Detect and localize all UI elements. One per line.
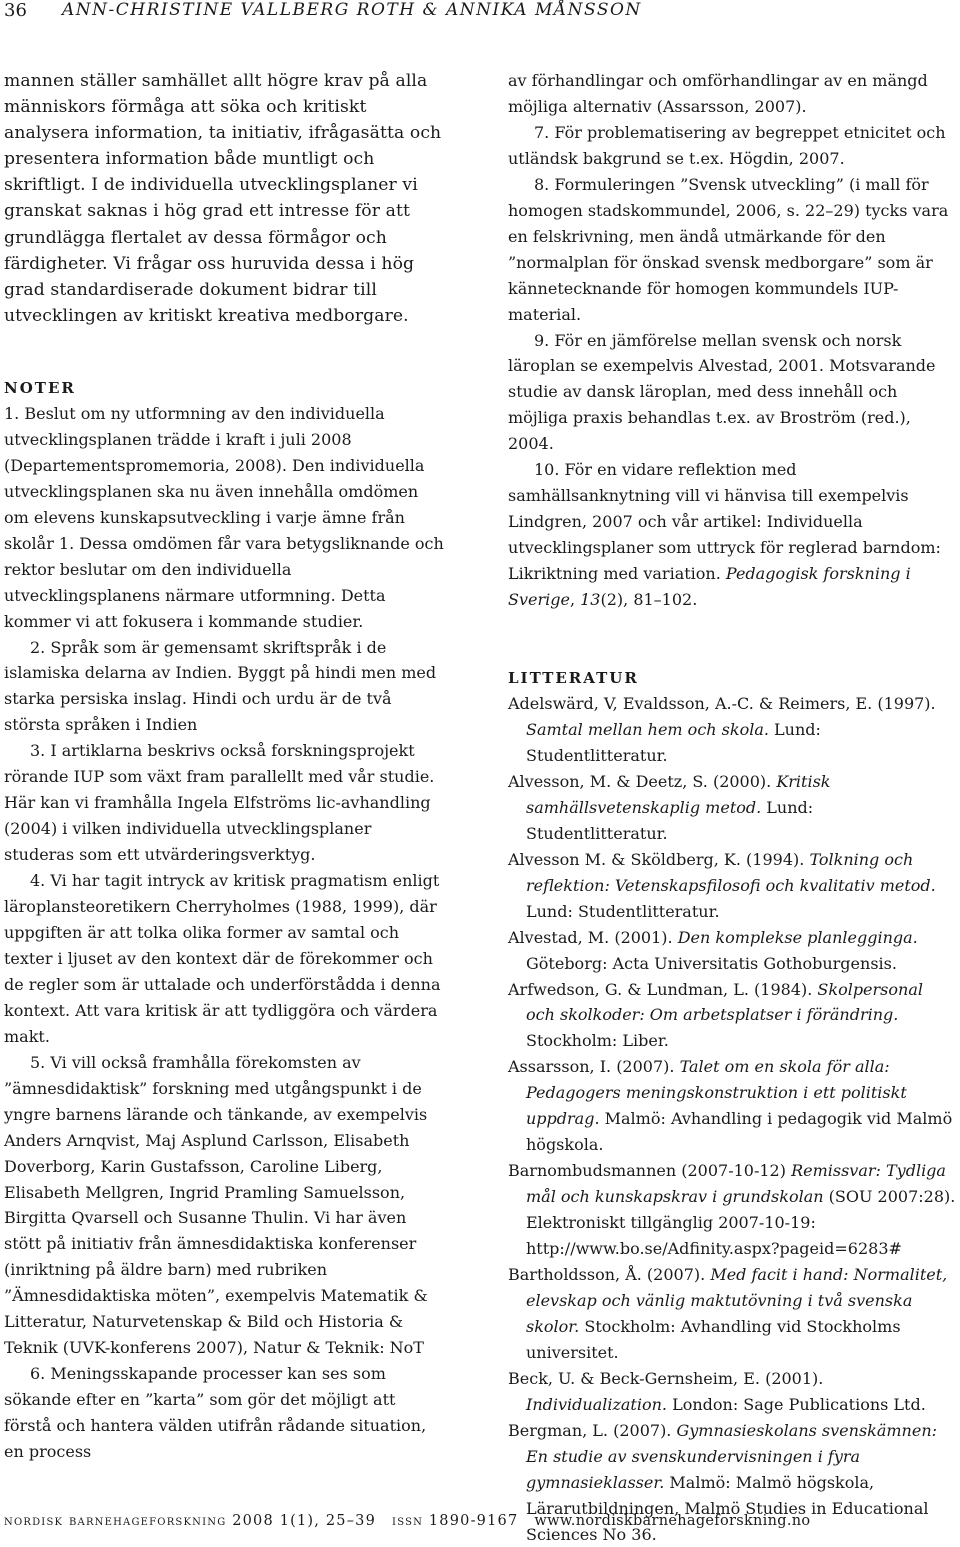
note-5: 5. Vi vill också framhålla förekomsten av ”ämnesdidaktisk” forskning med utgångspunkt i de yngre barnens lärande och tänkande, av exempelvis Anders Arnqvist, Maj Asplund Carlsson, Elisabeth Doverborg, Karin Gustafsson, Caroline Liberg, Elisabeth Mellgren, Ingrid Pramling Samuelsson, Birgitta Qvarsell och Susanne Thulin. Vi har även stött på initiativ från ämnesdidaktiska konferenser (inriktning på äldre barn) med rubriken ”Ämnesdidaktiska möten”, exempelvis Matematik & Litteratur, Naturvetenskap & Bild och Historia & Teknik (UVK-konferens 2007), Natur & Teknik: NoT [4, 1052, 428, 1358]
reference-authors: Barnombudsmannen (2007-10-12) [508, 1161, 792, 1181]
right-column [508, 68, 956, 1547]
footer-url[interactable]: www.nordiskbarnehageforskning.no [534, 1513, 811, 1529]
reference-authors: Adelswärd, V, Evaldsson, A.-C. & Reimers, E. (1997). [508, 694, 936, 714]
note-1: 1. Beslut om ny utformning av den individuella utvecklingsplanen trädde i kraft i juli 2008 (Departementspromemoria, 2008). Den individuella utvecklingsplanen ska nu även innehålla omdömen om elevens kunskapsutveckling i varje ämne från skolår 1. Dessa omdömen får vara betygsliknande och rektor beslutar om den individuella utvecklingsplanens närmare utformning. Detta kommer vi att fokusera i kommande studier. [4, 403, 444, 631]
reference-entry [508, 925, 956, 977]
reference-title: Med facit i hand: Normalitet, elevskap och vänlig maktutövning i två svenska skolor. [526, 1264, 948, 1336]
note-4: 4. Vi har tagit intryck av kritisk pragmatism enligt läroplansteoretikern Cherryholmes (1988, 1999), där uppgiften är att tolka olika former av samtal och texter i ljuset av den kontext där de förekommer och de regler som är uttalade och underförstådda i denna kontext. Att vara kritisk är att tydliggöra och värdera makt. [4, 871, 441, 1046]
note-9: 9. För en jämförelse mellan svensk och norsk läroplan se exempelvis Alvestad, 2001. Motsvarande studie av dansk läroplan, med dess innehåll och möjliga praxis behandlas t.ex. av Broström (red.), 2004. [508, 330, 936, 454]
notes-list [4, 401, 444, 1465]
reference-authors: Alvesson, M. & Deetz, S. (2000). [508, 771, 777, 791]
note-8: 8. Formuleringen ”Svensk utveckling” (i mall för homogen stadskommundel, 2006, s. 22–29) tycks vara en felskrivning, men ändå utmärkande för den ”normalplan för önskad svensk medborgare” som är kännetecknande för homogen kommundels IUP-material. [508, 174, 949, 324]
reference-entry [508, 1158, 956, 1262]
note-10-text: 10. För en vidare reflektion med samhällsanknytning vill vi hänvisa till exempelvis Lindgren, 2007 och vår artikel: Individuella utvecklingsplaner som uttryck för reglerad barndom: Likriktning med variation. [508, 460, 941, 584]
reference-title: Remissvar: Tydliga mål och kunskapskrav i grundskolan [526, 1161, 946, 1207]
body-paragraph: mannen ställer samhället allt högre krav på alla människors förmåga att söka och kritiskt analysera information, ta initiativ, ifrågasätta och presentera information både muntligt och skriftligt. I de individuella utvecklingsplaner vi granskat saknas i hög grad ett intresse för att grundlägga flertalet av dessa förmågor och färdigheter. Vi frågar oss huruvida dessa i hög grad standardiserade dokument bidrar till utvecklingen av kritiskt kreativa medborgare. [4, 71, 442, 326]
reference-publisher: Lund: Studentlitteratur. [526, 719, 821, 765]
reference-title: Kritisk samhällsvetenskaplig metod. [526, 771, 831, 817]
reference-title: Tolkning och reflektion: Vetenskapsfilosofi och kvalitativ metod. [526, 849, 936, 895]
reference-authors: Alvesson M. & Sköldberg, K. (1994). [508, 849, 810, 869]
note-10-volume: 13 [580, 590, 601, 610]
notes-continued [508, 68, 956, 613]
reference-entry [508, 1054, 956, 1158]
note-2: 2. Språk som är gemensamt skriftspråk i de islamiska delarna av Indien. Byggt på hindi men med starka persiska inslag. Hindi och urdu är de två största språken i Indien [4, 637, 437, 735]
reference-authors: Beck, U. & Beck-Gernsheim, E. (2001). [508, 1368, 824, 1388]
reference-title: Den komplekse planlegginga. [677, 927, 918, 947]
page-footer [4, 1513, 810, 1529]
note-10: 10. För en vidare reflektion med samhällsanknytning vill vi hänvisa till exempelvis Lindgren, 2007 och vår artikel: Individuella utvecklingsplaner som uttryck för reglerad barndom: Likriktning med variation. Pedagogisk forskning i Sverige, 13(2), 81–102. [508, 460, 941, 610]
reference-entry [508, 977, 956, 1055]
references-list [508, 691, 956, 1547]
footer-issn: issn 1890-9167 [392, 1513, 519, 1529]
reference-publisher: London: Sage Publications Ltd. [667, 1394, 926, 1414]
page-number: 36 [4, 0, 27, 21]
references-heading: LITTERATUR [508, 669, 639, 688]
reference-authors: Alvestad, M. (2001). [508, 927, 678, 947]
reference-publisher: Lund: Studentlitteratur. [526, 901, 720, 921]
running-title: ANN-CHRISTINE VALLBERG ROTH & ANNIKA MÅNSSON [62, 0, 642, 20]
note-6: 6. Meningsskapande processer kan ses som sökande efter en ”karta” som gör det möjligt att förstå och hantera välden utifrån rådande situation, en process [4, 1364, 427, 1462]
reference-authors: Bartholdsson, Å. (2007). [508, 1264, 711, 1284]
reference-entry [508, 769, 956, 847]
reference-publisher: Stockholm: Avhandling vid Stockholms universitet. [526, 1316, 901, 1362]
note-6-continued: av förhandlingar och omförhandlingar av en mängd möjliga alternativ (Assarsson, 2007). [508, 71, 928, 116]
note-10-journal: Pedagogisk forskning i Sverige [508, 564, 911, 610]
reference-publisher: Malmö: Avhandling i pedagogik vid Malmö högskola. [526, 1109, 953, 1155]
note-10-issue-pages: (2), 81–102. [600, 590, 698, 610]
reference-authors: Arfwedson, G. & Lundman, L. (1984). [508, 979, 818, 999]
reference-entry [508, 1366, 956, 1418]
reference-entry [508, 691, 956, 769]
reference-title: Individualization. [526, 1394, 667, 1414]
reference-authors: Bergman, L. (2007). [508, 1420, 677, 1440]
reference-title: Samtal mellan hem och skola. [526, 719, 769, 739]
reference-publisher: (SOU 2007:28). Elektroniskt tillgänglig 2007-10-19: http://www.bo.se/Adfinity.aspx?pageid=6283# [526, 1187, 956, 1259]
notes-heading: NOTER [4, 378, 76, 397]
reference-publisher: Malmö: Malmö högskola, Lärarutbildningen, Malmö Studies in Educational Sciences No 36. [526, 1472, 929, 1544]
footer-journal: nordisk barnehageforskning 2008 1(1), 25–39 [4, 1513, 377, 1529]
reference-publisher: Stockholm: Liber. [526, 1031, 669, 1051]
reference-entry [508, 1262, 956, 1366]
reference-authors: Assarsson, I. (2007). [508, 1057, 680, 1077]
reference-publisher: Lund: Studentlitteratur. [526, 797, 814, 843]
reference-title: Gymnasieskolans svenskämnen: En studie av svenskundervisningen i fyra gymnasieklasser. [526, 1420, 938, 1492]
reference-publisher: Göteborg: Acta Universitatis Gothoburgensis. [526, 953, 897, 973]
note-7: 7. För problematisering av begreppet etnicitet och utländsk bakgrund se t.ex. Högdin, 2007. [508, 122, 946, 168]
reference-title: Talet om en skola för alla: Pedagogers meningskonstruktion i ett politiskt uppdrag. [526, 1057, 907, 1129]
reference-entry [508, 847, 956, 925]
reference-title: Skolpersonal och skolkoder: Om arbetsplatser i förändring. [526, 979, 923, 1025]
left-column [4, 68, 444, 1465]
note-3: 3. I artiklarna beskrivs också forskningsprojekt rörande IUP som växt fram parallellt med vår studie. Här kan vi framhålla Ingela Elfströms lic-avhandling (2004) i vilken individuella utvecklingsplaner studeras som ett utvärderingsverktyg. [4, 741, 435, 865]
